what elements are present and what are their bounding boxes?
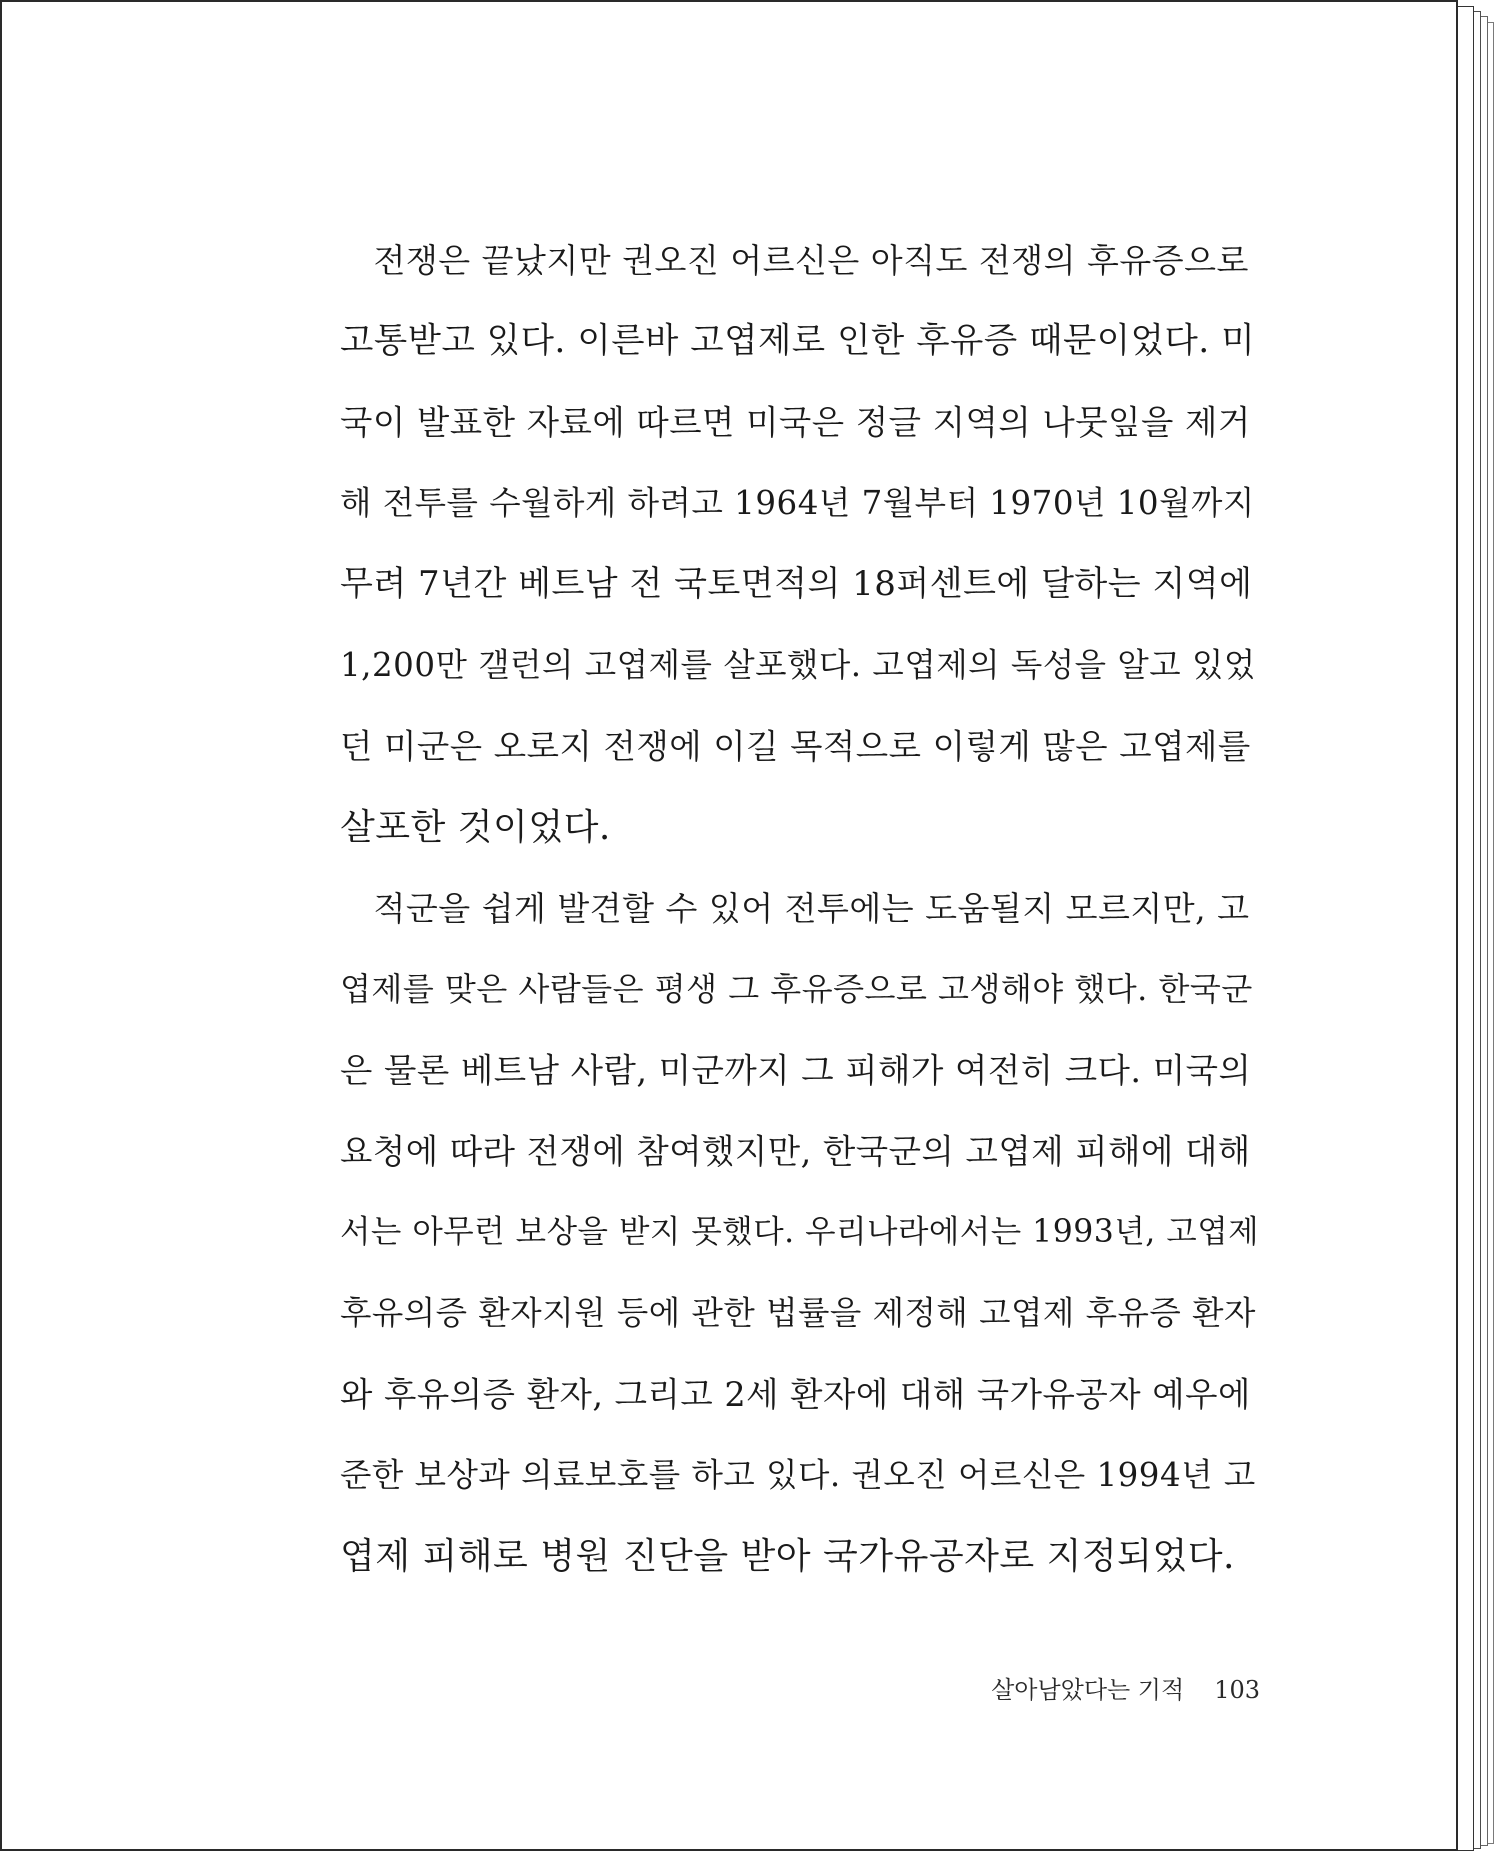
text-line: 적군을 쉽게 발견할 수 있어 전투에는 도움될지 모르지만, 고 xyxy=(340,889,1250,928)
page-footer xyxy=(902,1670,1260,1705)
text-line: 고통받고 있다. 이른바 고엽제로 인한 후유증 때문이었다. 미 xyxy=(340,321,1256,361)
body-text xyxy=(340,220,1260,1597)
text-line: 해 전투를 수월하게 하려고 1964년 7월부터 1970년 10월까지 xyxy=(340,484,1255,522)
text-line: 은 물론 베트남 사람, 미군까지 그 피해가 여전히 크다. 미국의 xyxy=(340,1051,1252,1090)
text-line: 국이 발표한 자료에 따르면 미국은 정글 지역의 나뭇잎을 제거 xyxy=(340,403,1251,442)
text-line: 던 미군은 오로지 전쟁에 이길 목적으로 이렇게 많은 고엽제를 xyxy=(340,727,1251,766)
running-title: 살아남았다는 기적 xyxy=(991,1676,1185,1704)
text-line: 엽제를 맞은 사람들은 평생 그 후유증으로 고생해야 했다. 한국군 xyxy=(340,970,1253,1008)
text-line: 준한 보상과 의료보호를 하고 있다. 권오진 어르신은 1994년 고 xyxy=(340,1456,1256,1494)
text-line: 와 후유의증 환자, 그리고 2세 환자에 대해 국가유공자 예우에 xyxy=(340,1375,1251,1414)
text-line: 서는 아무런 보상을 받지 못했다. 우리나라에서는 1993년, 고엽제 xyxy=(340,1214,1260,1250)
page-number: 103 xyxy=(1214,1676,1260,1704)
text-line: 전쟁은 끝났지만 권오진 어르신은 아직도 전쟁의 후유증으로 xyxy=(340,241,1249,280)
text-line: 후유의증 환자지원 등에 관한 법률을 제정해 고엽제 후유증 환자 xyxy=(340,1294,1256,1332)
text-line: 요청에 따라 전쟁에 참여했지만, 한국군의 고엽제 피해에 대해 xyxy=(340,1132,1251,1171)
text-line: 1,200만 갤런의 고엽제를 살포했다. 고엽제의 독성을 알고 있었 xyxy=(340,646,1256,684)
text-line: 엽제 피해로 병원 진단을 받아 국가유공자로 지정되었다. xyxy=(340,1536,1235,1577)
text-line: 무려 7년간 베트남 전 국토면적의 18퍼센트에 달하는 지역에 xyxy=(340,564,1253,604)
text-line: 살포한 것이었다. xyxy=(340,807,611,848)
